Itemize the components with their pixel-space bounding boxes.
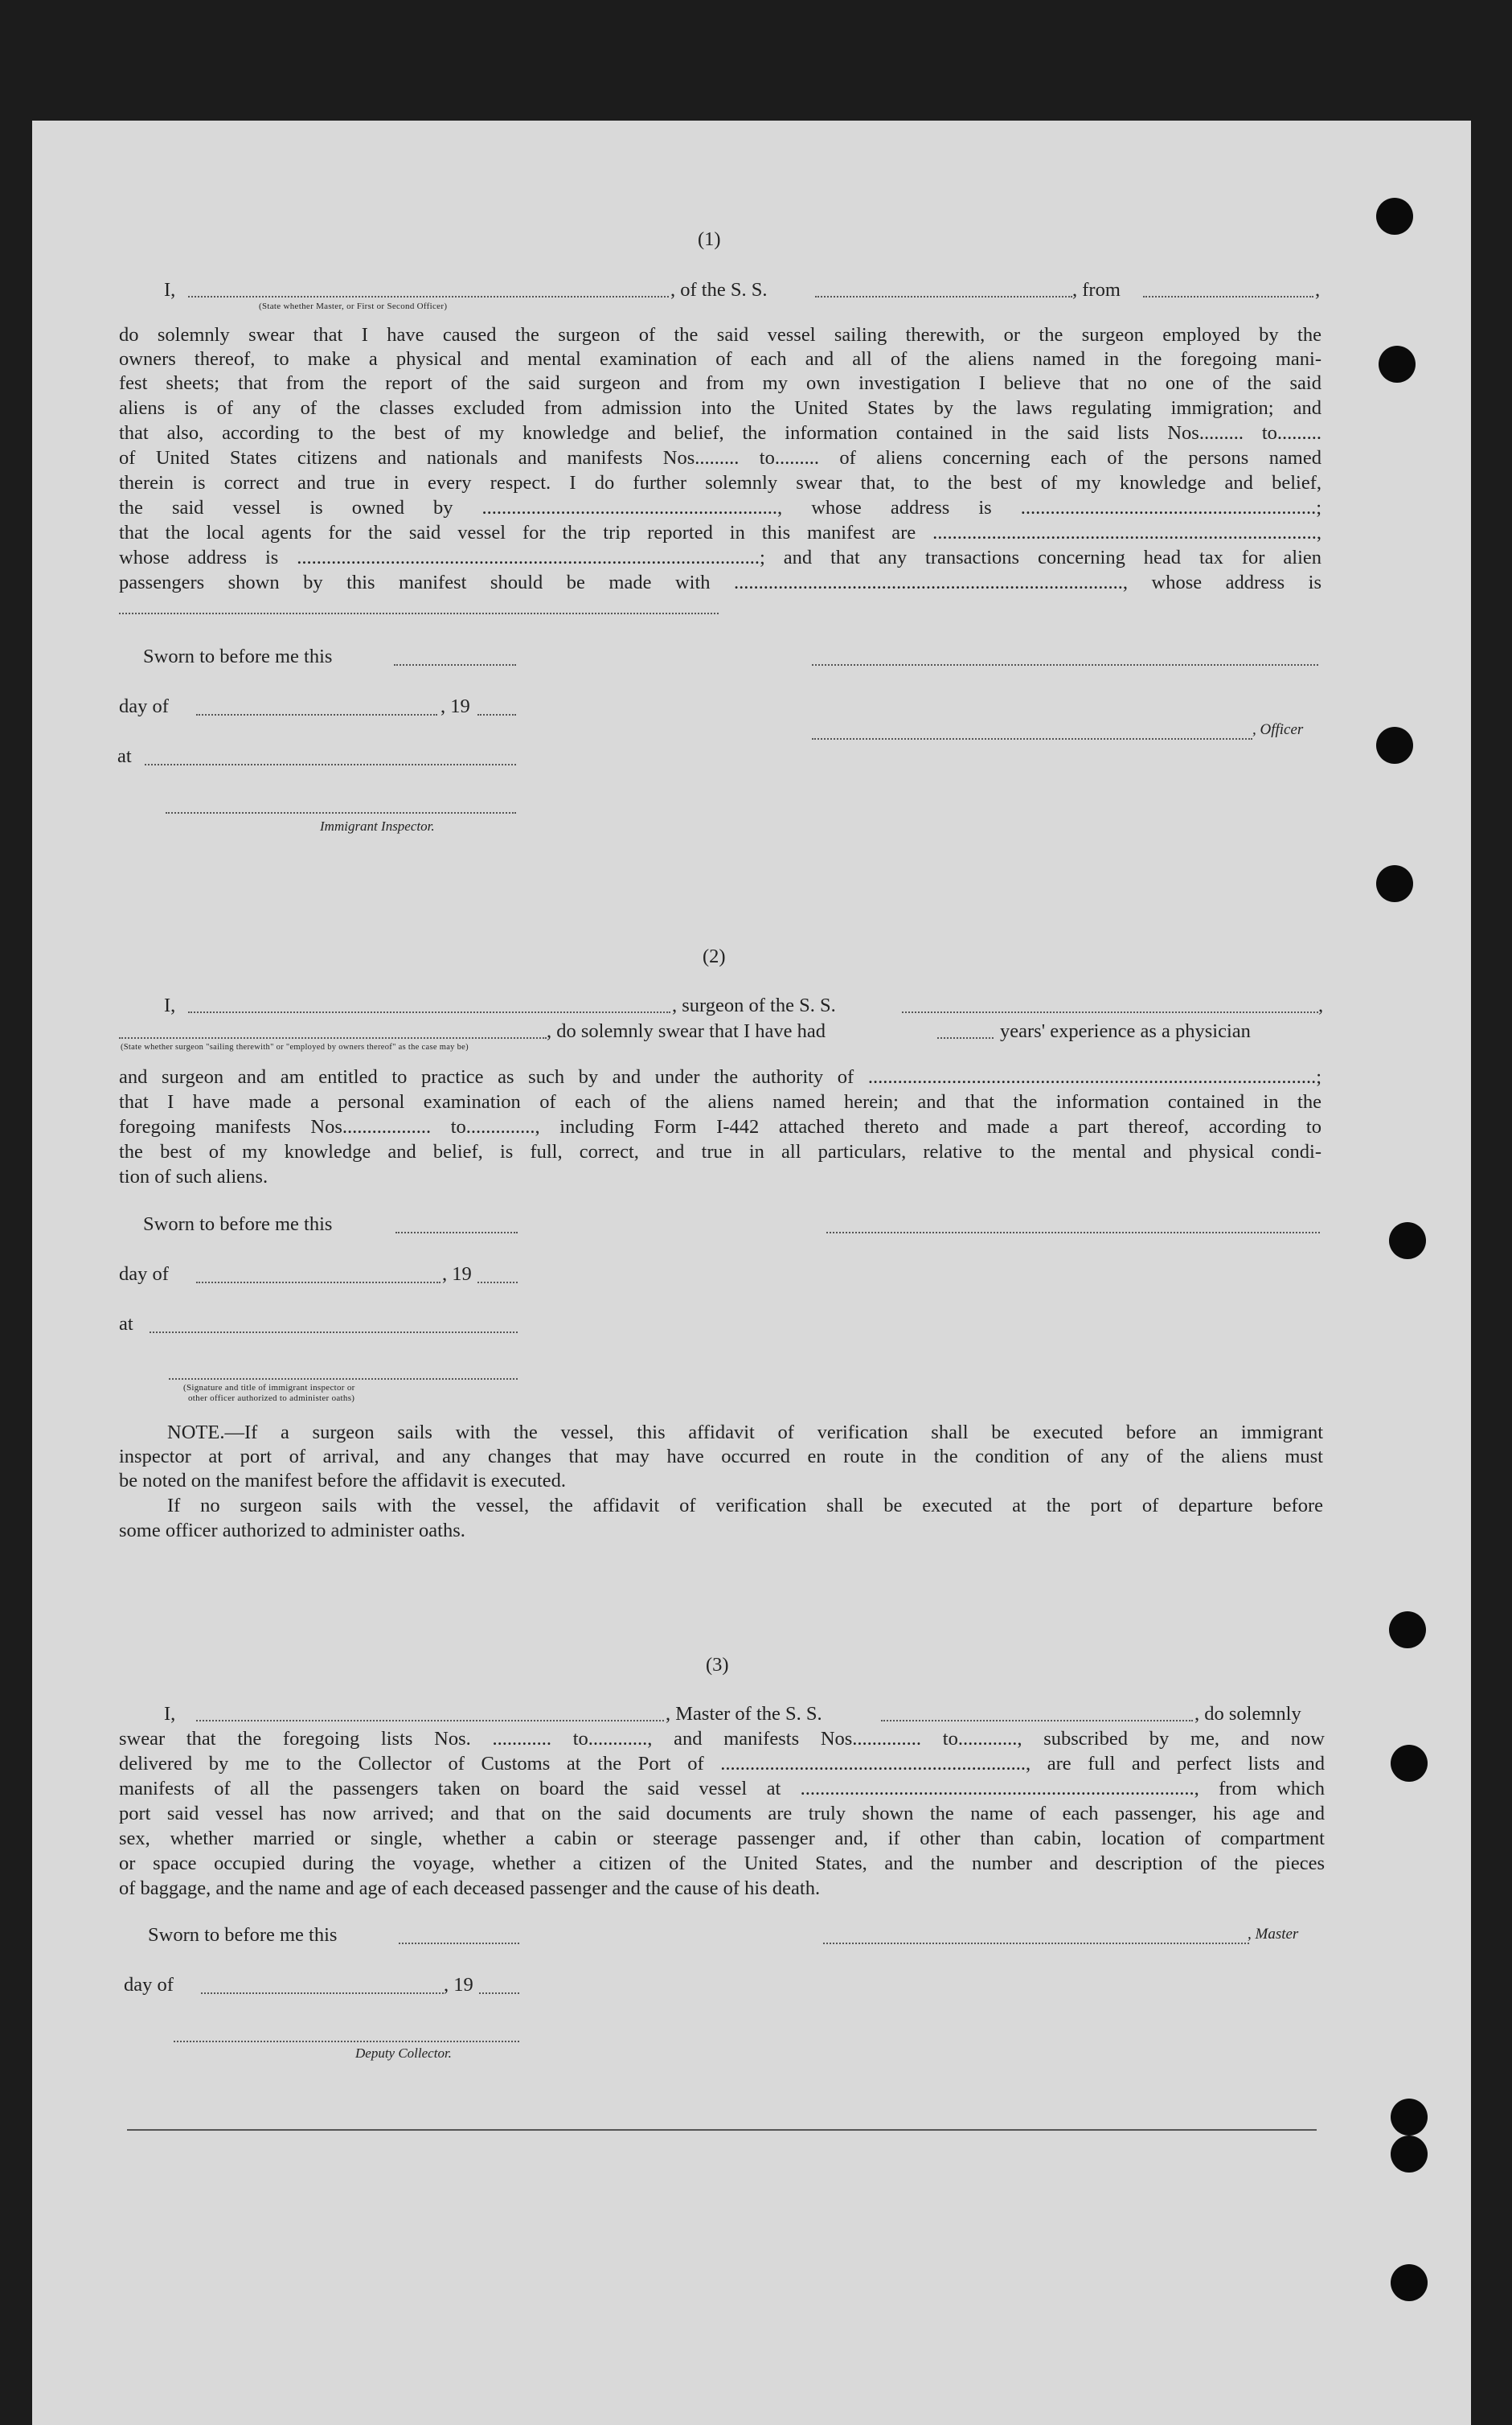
oath-1-from: , from (1072, 279, 1121, 301)
day-3-label: day of (124, 1974, 174, 1996)
sworn-1-field[interactable] (394, 664, 516, 666)
punch-hole (1391, 2264, 1428, 2301)
note-line: NOTE.—If a surgeon sails with the vessel, this affidavit of verification shall be executed before an immigrant (167, 1422, 1323, 1443)
sworn-1-label: Sworn to before me this (143, 646, 333, 667)
ship-2-name-field[interactable] (902, 1011, 1318, 1013)
oath-3-i: I, (164, 1703, 176, 1725)
punch-hole (1376, 727, 1413, 764)
officer-signature-field[interactable] (812, 664, 1318, 666)
oath-1-of-ss: , of the S. S. (670, 279, 768, 301)
section-3-number: (3) (706, 1654, 729, 1676)
at-2-field[interactable] (150, 1331, 518, 1333)
signature-note-line-2: other officer authorized to administer oaths) (188, 1393, 355, 1403)
master-signature-field[interactable] (823, 1943, 1249, 1944)
oath-3-line: or space occupied during the voyage, whether a citizen of the United States, and the number and description of the pieces (119, 1853, 1325, 1874)
oath-1-i: I, (164, 279, 176, 301)
oath-2-line: foregoing manifests Nos.................. to.............., including Form I-442 attached thereto and made a part thereof, according to (119, 1116, 1321, 1138)
master-label: , Master (1248, 1926, 1299, 1943)
year-3-label: , 19 (444, 1974, 473, 1996)
oath-3-master-ss: , Master of the S. S. (666, 1703, 822, 1725)
note-line: some officer authorized to administer oaths. (119, 1520, 465, 1541)
punch-hole (1389, 1222, 1426, 1259)
oath-1-line: therein is correct and true in every respect. I do further solemnly swear that, to the best of my knowledge and belief, (119, 472, 1321, 494)
note-line: inspector at port of arrival, and any changes that may have occurred en route in the condition of any of the aliens must (119, 1446, 1323, 1467)
officer-note: (State whether Master, or First or Second Officer) (259, 302, 448, 311)
oath-3-line: delivered by me to the Collector of Customs at the Port of .............................................................., are full and perfect lists and (119, 1753, 1325, 1775)
oath-1-line: that the local agents for the said vessel for the trip reported in this manifest are .............................................................................., (119, 522, 1321, 544)
oath-2-comma: , (1318, 995, 1324, 1016)
oath-1-line: do solemnly swear that I have caused the surgeon of the said vessel sailing therewith, or the surgeon employed by the (119, 324, 1321, 346)
ship-name-field[interactable] (815, 296, 1072, 297)
bottom-rule (127, 2129, 1317, 2131)
year-1-label: , 19 (440, 695, 470, 717)
oath-2-years: years' experience as a physician (1000, 1020, 1251, 1042)
oath-3-line: of baggage, and the name and age of each deceased passenger and the cause of his death. (119, 1877, 821, 1899)
punch-hole (1391, 2136, 1428, 2173)
year-2-label: , 19 (442, 1263, 472, 1285)
signature-note-line-1: (Signature and title of immigrant inspector or (183, 1383, 355, 1393)
at-1-label: at (117, 745, 132, 767)
collector-signature-field[interactable] (174, 2041, 519, 2042)
day-2-field[interactable] (196, 1282, 440, 1283)
punch-hole (1389, 1611, 1426, 1648)
inspector-signature-field[interactable] (166, 812, 516, 814)
at-2-label: at (119, 1313, 133, 1335)
officer-field[interactable] (812, 738, 1252, 740)
punch-hole (1376, 198, 1413, 235)
oath-2-i: I, (164, 995, 176, 1016)
oath-1-line: aliens is of any of the classes excluded from admission into the United States by the laws regulating immigration; and (119, 397, 1321, 419)
officer-label: , Officer (1252, 721, 1304, 738)
punch-hole (1391, 1745, 1428, 1782)
day-1-field[interactable] (196, 714, 437, 716)
sworn-2-field[interactable] (395, 1232, 518, 1233)
section-1-number: (1) (698, 228, 721, 250)
punch-hole (1379, 346, 1416, 383)
sworn-2-label: Sworn to before me this (143, 1213, 333, 1235)
oath-3-solemnly: , do solemnly (1194, 1703, 1301, 1725)
note-line: be noted on the manifest before the affidavit is executed. (119, 1470, 567, 1492)
day-1-label: day of (119, 695, 169, 717)
oath-2-line: and surgeon and am entitled to practice as such by and under the authority of ...........................................................................................; (119, 1066, 1321, 1088)
year-3-field[interactable] (479, 1992, 519, 1994)
surgeon-note: (State whether surgeon "sailing therewith" or "employed by owners thereof" as the case may be) (121, 1043, 469, 1052)
oath-3-line: sex, whether married or single, whether a cabin or steerage passenger and, if other than cabin, location of compartment (119, 1828, 1325, 1849)
ship-3-name-field[interactable] (881, 1720, 1193, 1721)
day-2-label: day of (119, 1263, 169, 1285)
officer-2-signature-field[interactable] (169, 1378, 518, 1380)
oath-1-comma: , (1315, 279, 1321, 301)
oath-1-line: that also, according to the best of my knowledge and belief, the information contained in the said lists Nos......... to......... (119, 422, 1321, 444)
oath-1-line: passengers shown by this manifest should be made with ..............................................................................., whose address is (119, 572, 1321, 593)
section-2-number: (2) (703, 946, 726, 967)
oath-1-line: fest sheets; that from the report of the said surgeon and from my own investigation I believe that no one of the said (119, 372, 1321, 394)
punch-hole (1376, 865, 1413, 902)
oath-2-surgeon-ss: , surgeon of the S. S. (672, 995, 836, 1016)
sworn-3-label: Sworn to before me this (148, 1924, 338, 1946)
oath-3-line: port said vessel has now arrived; and that on the said documents are truly shown the name of each passenger, his age and (119, 1803, 1325, 1824)
day-3-field[interactable] (201, 1992, 444, 1994)
note-line: If no surgeon sails with the vessel, the affidavit of verification shall be executed at the port of departure before (167, 1495, 1323, 1516)
oath-2-line: tion of such aliens. (119, 1166, 268, 1188)
immigrant-inspector-label: Immigrant Inspector. (320, 819, 435, 834)
port-from-field[interactable] (1143, 296, 1313, 297)
at-1-field[interactable] (145, 764, 516, 765)
surgeon-type-field[interactable] (119, 1037, 547, 1039)
deputy-collector-label: Deputy Collector. (355, 2045, 452, 2061)
year-2-field[interactable] (477, 1282, 518, 1283)
oath-1-line: owners thereof, to make a physical and mental examination of each and all of the aliens named in the foregoing mani- (119, 348, 1321, 370)
oath-2-line: that I have made a personal examination of each of the aliens named herein; and that the information contained in the (119, 1091, 1321, 1113)
years-field[interactable] (937, 1037, 994, 1039)
year-1-field[interactable] (477, 714, 516, 716)
sworn-3-field[interactable] (399, 1943, 519, 1944)
oath-1-line: of United States citizens and nationals and manifests Nos......... to......... of aliens concerning each of the persons named (119, 447, 1321, 469)
officer-name-field[interactable] (188, 296, 669, 297)
oath-1-line: the said vessel is owned by ............................................................, whose address is ............................................................; (119, 497, 1321, 519)
oath-2-swear: , do solemnly swear that I have had (547, 1020, 826, 1042)
punch-hole (1391, 2099, 1428, 2136)
oath-2-line: the best of my knowledge and belief, is full, correct, and true in all particulars, relative to the mental and physical condi- (119, 1141, 1321, 1163)
oath-1-line: whose address is ..............................................................................................; and that any transactions concerning head tax for alien (119, 547, 1321, 568)
oath-3-line: swear that the foregoing lists Nos. ............ to............, and manifests Nos.............. to............, subscribed by me, and now (119, 1728, 1325, 1750)
surgeon-name-field[interactable] (188, 1011, 670, 1013)
master-name-field[interactable] (196, 1720, 664, 1721)
address-field[interactable] (119, 613, 719, 614)
oath-3-line: manifests of all the passengers taken on board the said vessel at ................................................................................, from which (119, 1778, 1325, 1799)
surgeon-signature-field[interactable] (826, 1232, 1320, 1233)
